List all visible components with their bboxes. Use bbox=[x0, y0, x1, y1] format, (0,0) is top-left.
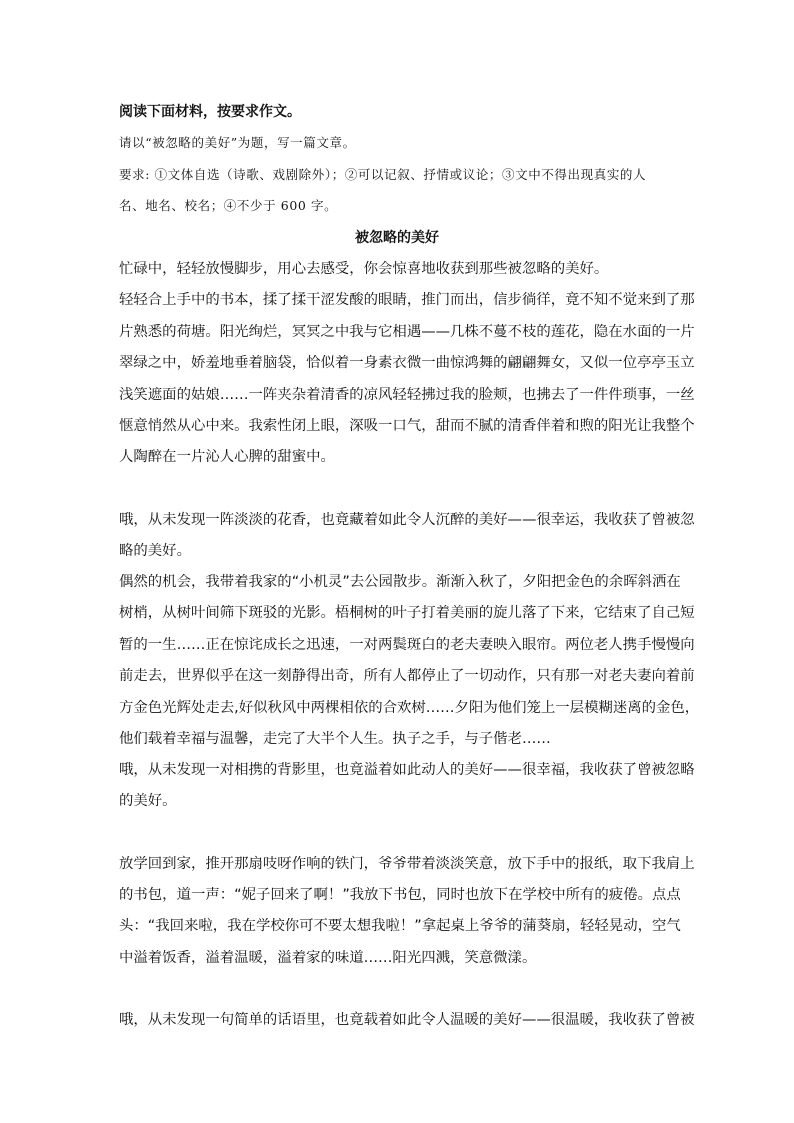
essay-line: 片熟悉的荷塘。阳光绚烂，冥冥之中我与它相遇——几株不蔓不枝的莲花，隐在水面的一片 bbox=[119, 324, 695, 340]
essay-line: 略的美好。 bbox=[119, 543, 191, 559]
essay-line: 树梢，从树叶间筛下斑驳的光影。梧桐树的叶子打着美丽的旋儿落了下来，它结束了自己短 bbox=[119, 605, 695, 621]
essay-line: 的美好。 bbox=[119, 793, 177, 809]
essay-line: 方金色光辉处走去,好似秋风中两棵相依的合欢树……夕阳为他们笼上一层模糊迷离的金色， bbox=[119, 700, 700, 716]
essay-line: 哦，从未发现一句简单的话语里，也竟载着如此令人温暖的美好——很温暖，我收获了曾被 bbox=[119, 1012, 695, 1028]
essay-line: 暂的一生……正在惊诧成长之迅速，一对两鬓斑白的老夫妻映入眼帘。两位老人携手慢慢向 bbox=[119, 637, 695, 653]
essay-line: 的书包，道一声：“妮子回来了啊！”我放下书包，同时也放下在学校中所有的疲倦。点点 bbox=[119, 887, 681, 903]
prompt-requirements-line-2: 名、地名、校名；④不少于 600 字。 bbox=[119, 198, 338, 213]
essay-line: 哦，从未发现一阵淡淡的花香，也竟藏着如此令人沉醉的美好——很幸运，我收获了曾被忽 bbox=[119, 512, 695, 528]
essay-title: 被忽略的美好 bbox=[355, 230, 439, 246]
essay-line: 人陶醉在一片沁人心脾的甜蜜中。 bbox=[119, 449, 335, 465]
essay-line: 头：“我回来啦，我在学校你可不要太想我啦！”拿起桌上爷爷的蒲葵扇，轻轻晃动，空气 bbox=[119, 918, 681, 934]
essay-line: 忙碌中，轻轻放慢脚步，用心去感受，你会惊喜地收获到那些被忽略的美好。 bbox=[119, 261, 609, 277]
prompt-instruction: 请以“被忽略的美好”为题，写一篇文章。 bbox=[119, 135, 356, 150]
essay-line: 他们载着幸福与温馨，走完了大半个人生。执子之手，与子偕老…… bbox=[119, 731, 551, 747]
essay-line: 放学回到家，推开那扇吱呀作响的铁门，爷爷带着淡淡笑意，放下手中的报纸，取下我肩上 bbox=[119, 856, 695, 872]
essay-line: 浅笑遮面的姑娘……一阵夹杂着清香的凉风轻轻拂过我的脸颊，也拂去了一件件琐事，一丝 bbox=[119, 387, 695, 403]
prompt-requirements-line-1: 要求: ①文体自选（诗歌、戏剧除外）；②可以记叙、抒情或议论；③文中不得出现真实的人 bbox=[119, 167, 647, 182]
essay-line: 轻轻合上手中的书本，揉了揉干涩发酸的眼睛，推门而出，信步徜徉，竟不知不觉来到了那 bbox=[119, 292, 695, 308]
essay-line: 哦，从未发现一对相携的背影里，也竟溢着如此动人的美好——很幸福，我收获了曾被忽略 bbox=[119, 762, 695, 778]
essay-line: 惬意悄然从心中来。我索性闭上眼，深吸一口气，甜而不腻的清香伴着和煦的阳光让我整个 bbox=[119, 418, 695, 434]
essay-line: 前走去，世界似乎在这一刻静得出奇，所有人都停止了一切动作，只有那一对老夫妻向着前 bbox=[119, 668, 695, 684]
essay-line: 中溢着饭香，溢着温暖，溢着家的味道……阳光四溅，笑意微漾。 bbox=[119, 950, 537, 966]
prompt-heading: 阅读下面材料，按要求作文。 bbox=[119, 104, 301, 120]
essay-line: 翠绿之中，娇羞地垂着脑袋，恰似着一身素衣微一曲惊鸿舞的翩翩舞女，又似一位亭亭玉立 bbox=[119, 355, 695, 371]
essay-line: 偶然的机会，我带着我家的“小机灵”去公园散步。渐渐入秋了，夕阳把金色的余晖斜洒在 bbox=[119, 574, 681, 590]
